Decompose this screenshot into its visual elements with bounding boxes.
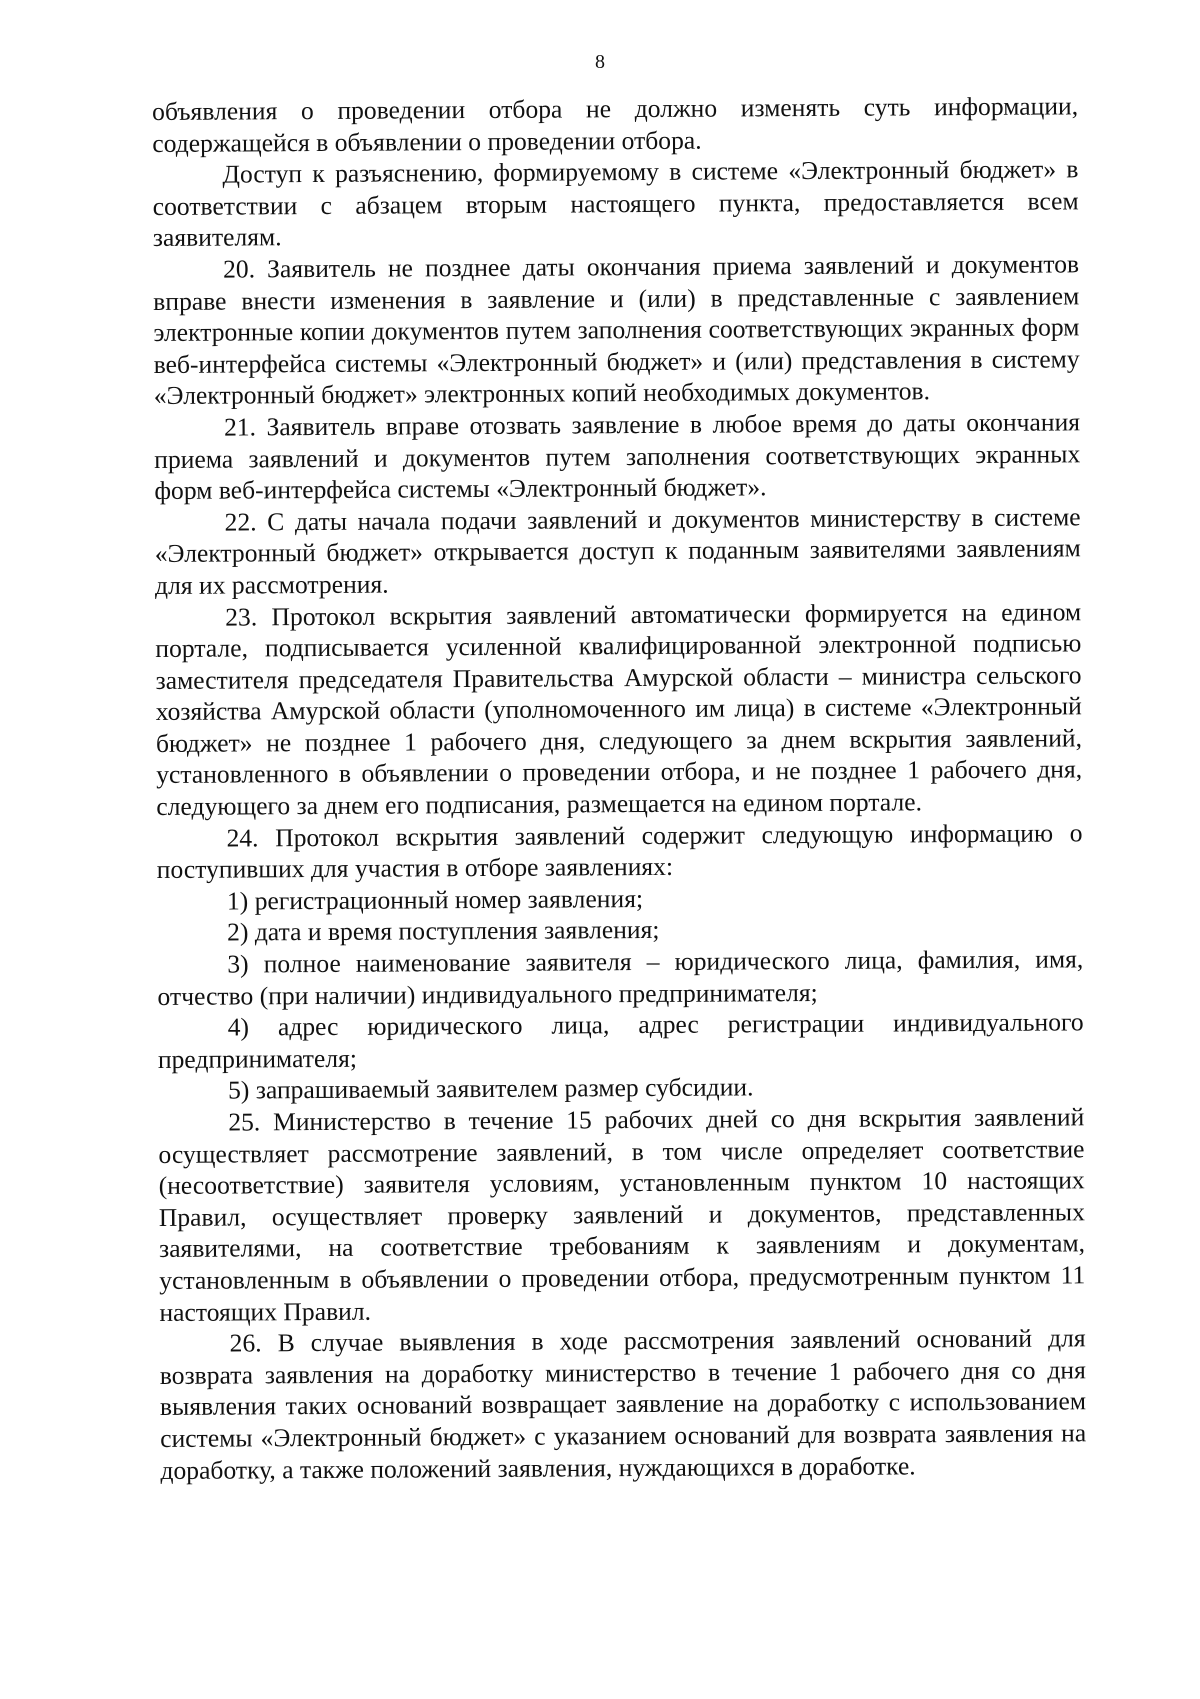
list-item-5: 5) запрашиваемый заявителем размер субсидии. [227,1072,754,1105]
paragraph-26: 26. В случае выявления в ходе рассмотрения заявлений оснований для возврата заявления на доработку министерство в течение 1 рабочего дня со дня выявления таких оснований возвращает заявление на доработку с использованием системы «Электронный бюджет» с указанием оснований для возврата заявления на доработку, а также положений заявления, нуждающихся в доработке. [159,1323,1087,1485]
document-body [152,90,1086,1486]
paragraph-23: 23. Протокол вскрытия заявлений автоматически формируется на едином портале, подписывается усиленной квалифицированной электронной подписью заместителя председателя Правительства Амурской области – министра сельского хозяйства Амурской области (уполномоченного им лица) в системе «Электронный бюджет» не позднее 1 рабочего дня, следующего за днем вскрытия заявлений, установленного в объявлении о проведении отбора, и не позднее 1 рабочего дня, следующего за днем его подписания, размещается на едином портале. [155,596,1083,822]
list-item-1: 1) регистрационный номер заявления; [226,883,644,916]
list-item-2: 2) дата и время поступления заявления; [227,915,660,947]
paragraph-22: 22. С даты начала подачи заявлений и документов министерству в системе «Электронный бюджет» открывается доступ к поданным заявителями заявлениям для их рассмотрения. [154,502,1081,600]
paragraph-24: 24. Протокол вскрытия заявлений содержит следующую информацию о поступивших для участия в отборе заявлениях: [156,817,1083,885]
paragraph-clarification-access: Доступ к разъяснению, формируемому в системе «Электронный бюджет» в соответствии с абзацем вторым настоящего пункта, предоставляется всем заявителям. [152,154,1079,253]
list-item-4: 4) адрес юридического лица, адрес регистрации индивидуального предпринимателя; [157,1007,1084,1074]
paragraph-20: 20. Заявитель не позднее даты окончания приема заявлений и документов вправе внести изменения в заявление и (или) в представленные с заявлением электронные копии документов путем заполнения соответствующих экранных форм веб-интерфейса системы «Электронный бюджет» и (или) представления в систему «Электронный бюджет» электронных копий необходимых документов. [153,249,1080,411]
paragraph-21: 21. Заявитель вправе отозвать заявление в любое время до даты окончания приема заявлений и документов путем заполнения соответствующих экранных форм веб-интерфейса системы «Электронный бюджет». [154,407,1081,506]
page-number: 8 [595,51,605,73]
paragraph-continuation: объявления о проведении отбора не должно изменять суть информации, содержащейся в объявлении о проведении отбора. [152,91,1079,158]
paragraph-25: 25. Министерство в течение 15 рабочих дней со дня вскрытия заявлений осуществляет рассмотрение заявлений, в том числе определяет соответствие (несоответствие) заявителя условиям, установленным пунктом 10 настоящих Правил, осуществляет проверку заявлений и документов, представленных заявителями, на соответствие требованиям к заявлениям и документам, установленным в объявлении о проведении отбора, предусмотренным пунктом 11 настоящих Правил. [158,1102,1086,1327]
list-item-3: 3) полное наименование заявителя – юридического лица, фамилия, имя, отчество (при наличии) индивидуального предпринимателя; [157,944,1084,1011]
